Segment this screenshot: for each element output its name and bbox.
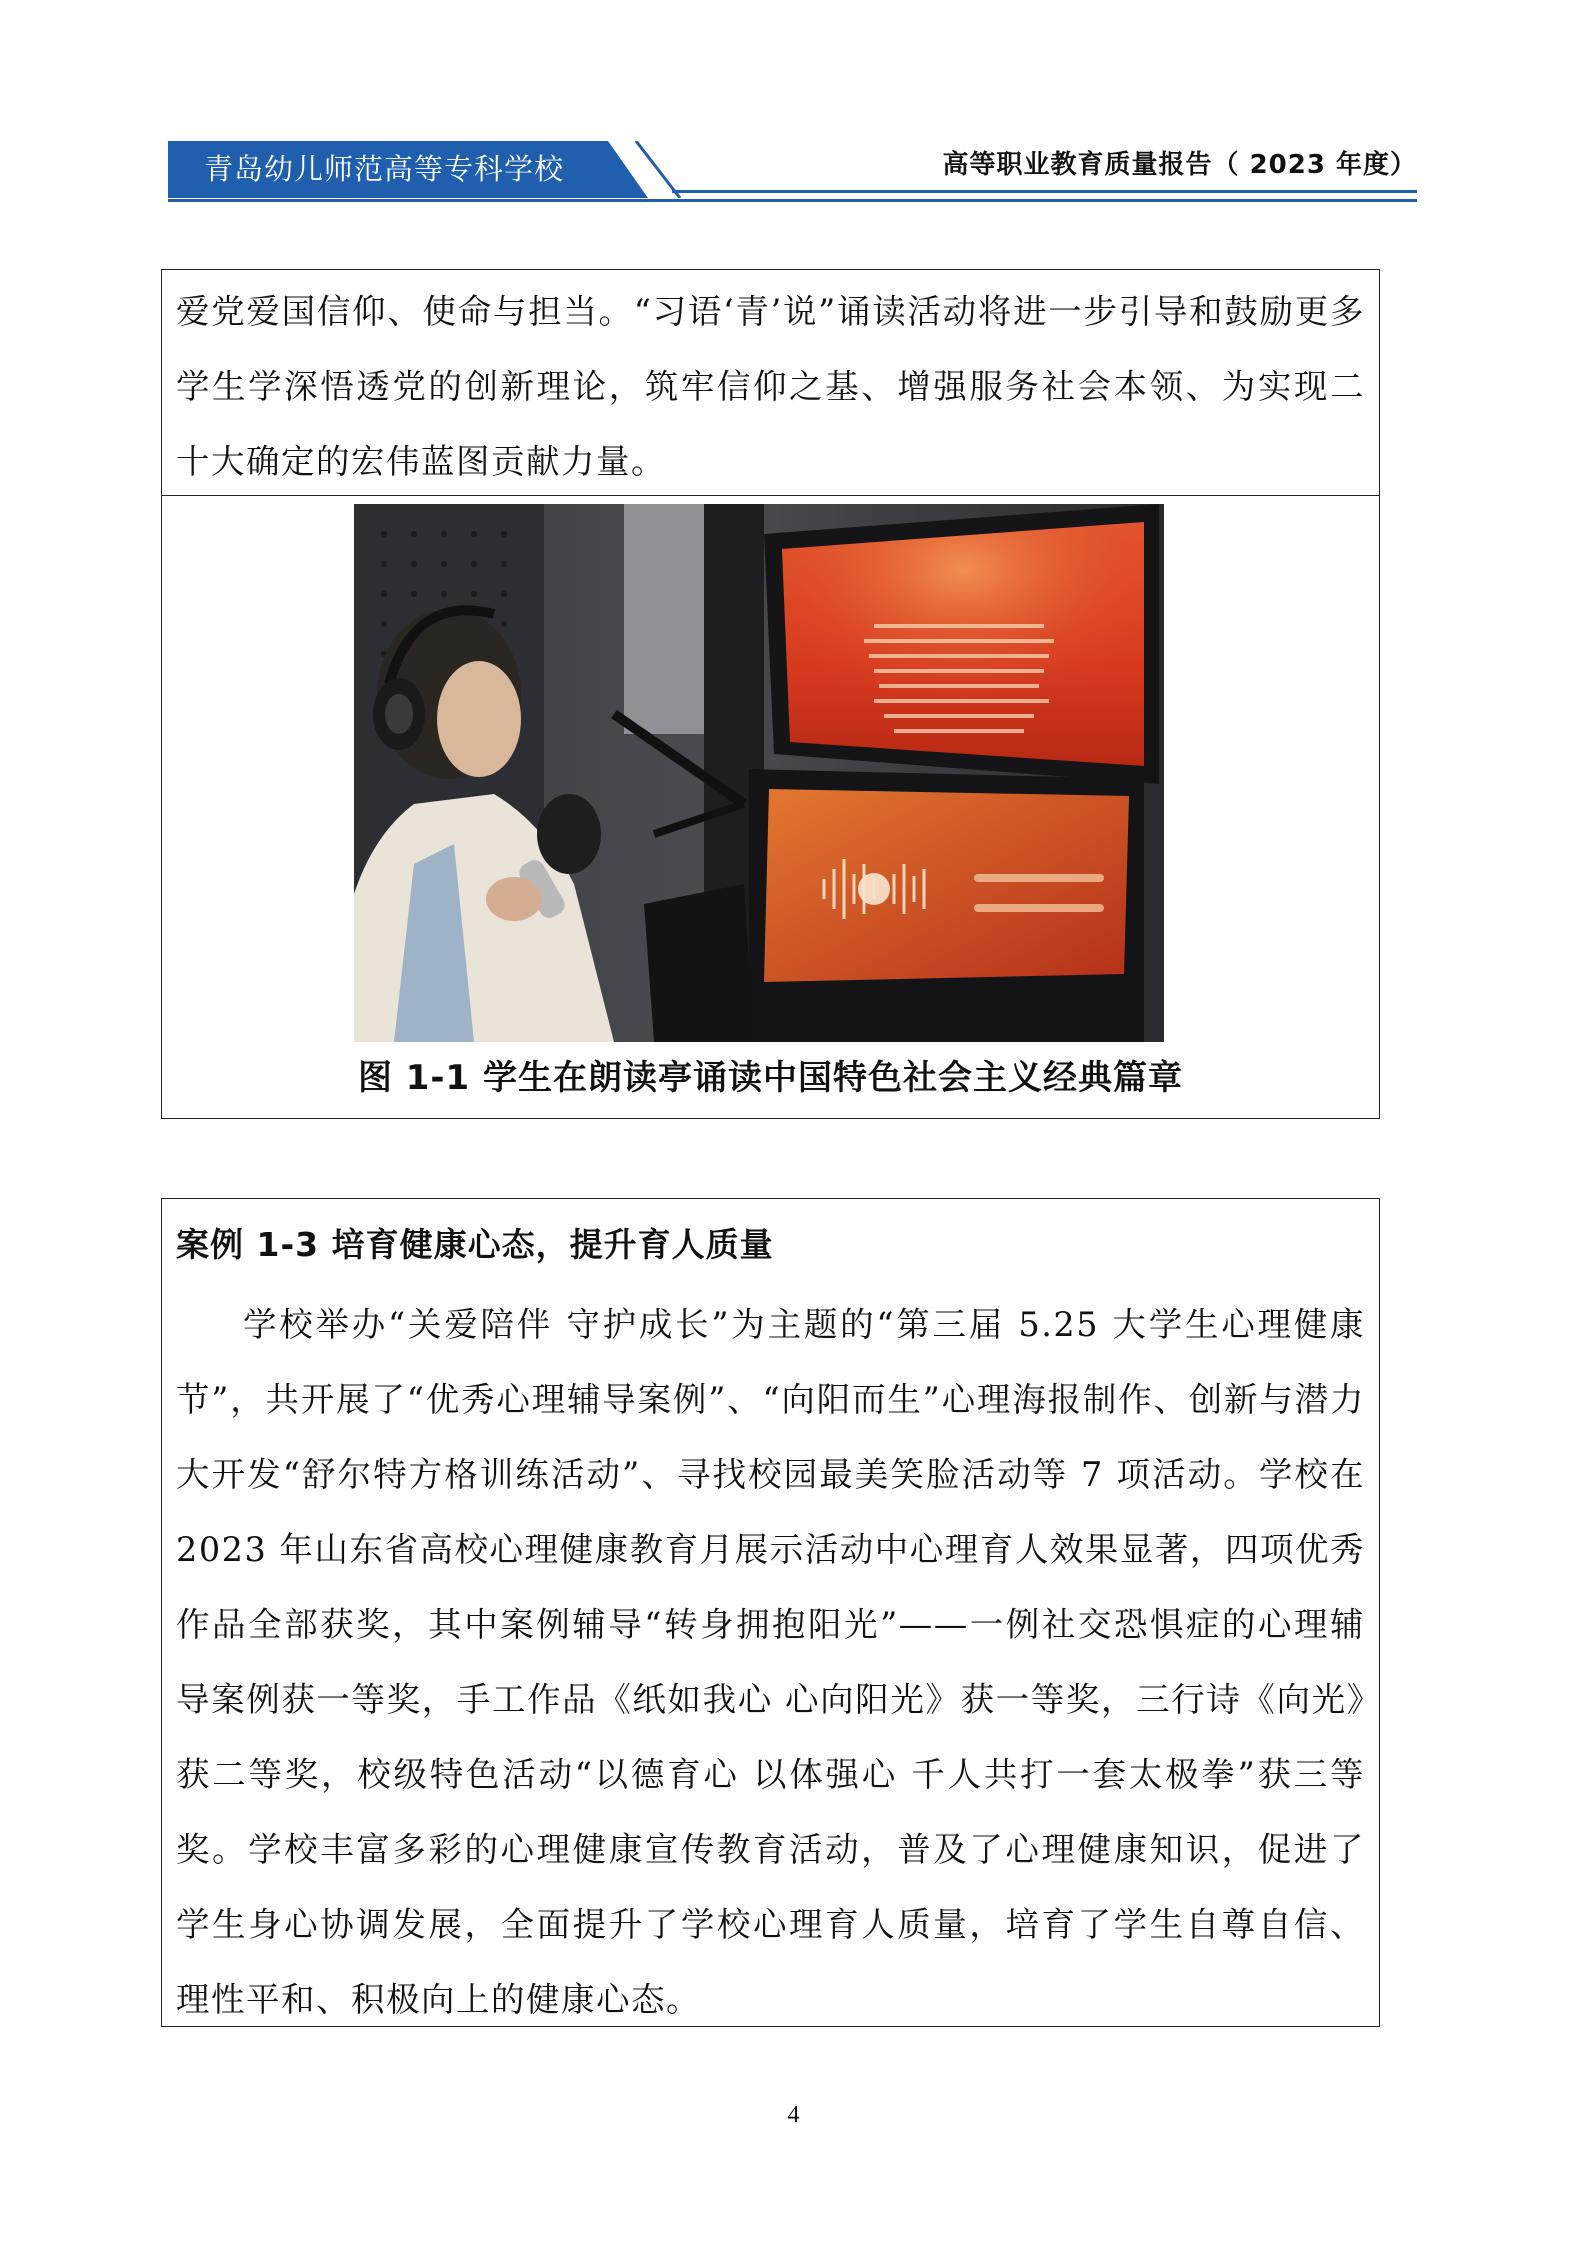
header-rule-lower [168, 199, 1417, 202]
figure-caption: 图 1-1 学生在朗读亭诵读中国特色社会主义经典篇章 [357, 1058, 1184, 1098]
header-school-name: 青岛幼儿师范高等专科学校 [204, 152, 565, 186]
case-title: 案例 1-3 培育健康心态，提升育人质量 [176, 1225, 774, 1264]
figure-box [161, 269, 1380, 1119]
header-rule-upper [672, 190, 1417, 193]
case-box [161, 1198, 1380, 2027]
header-report-title: 高等职业教育质量报告（ 2023 年度） [942, 150, 1417, 180]
reading-booth-photo [354, 504, 1164, 1042]
case-body: 学校举办“关爱陪伴 守护成长”为主题的“第三届 5.25 大学生心理健康节”，共开展了“优秀心理辅导案例”、“向阳而生”心理海报制作、创新与潜力大开发“舒尔特方格训练活动”、寻找校园最美笑脸活动等 7 项活动。学校在 2023 年山东省高校心理健康教育月展示活动中心理育人效果显著，四项优秀作品全部获奖，其中案例辅导“转身拥抱阳光”——一例社交恐惧症的心理辅导案例获一等奖，手工作品《纸如我心 心向阳光》获一等奖，三行诗《向光》获二等奖，校级特色活动“以德育心 以体强心 千人共打一套太极拳”获三等奖。学校丰富多彩的心理健康宣传教育活动，普及了心理健康知识，促进了学生身心协调发展，全面提升了学校心理育人质量，培育了学生自尊自信、理性平和、积极向上的健康心态。 [176, 1305, 1365, 2019]
page-number: 4 [787, 2102, 800, 2128]
box-divider [162, 495, 1379, 496]
intro-paragraph: 爱党爱国信仰、使命与担当。“习语‘青’说”诵读活动将进一步引导和鼓励更多学生学深悟透党的创新理论，筑牢信仰之基、增强服务社会本领、为实现二十大确定的宏伟蓝图贡献力量。 [176, 292, 1365, 481]
